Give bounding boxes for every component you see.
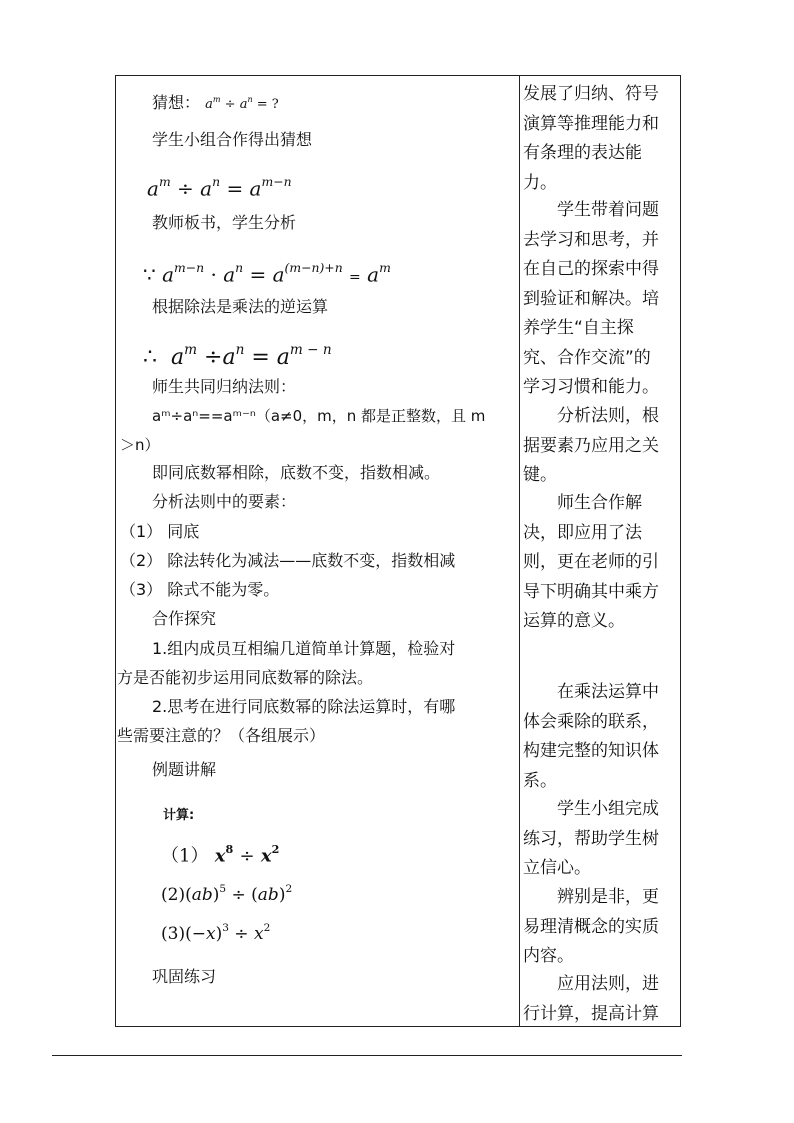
analyze-elements: 分析法则中的要素： [152, 492, 297, 511]
explore-title: 合作探究 [152, 609, 217, 628]
right-note-line: 学生带着问题 [557, 200, 659, 220]
example-title: 例题讲解 [152, 760, 217, 779]
right-note-line: 系。 [523, 770, 557, 791]
teacher-board-text: 教师板书，学生分析 [152, 213, 297, 232]
right-note-line: 演算等推理能力和 [523, 113, 659, 134]
element-1: （1） 同底 [120, 522, 200, 541]
explore-2b: 些需要注意的？（各组展示） [117, 726, 326, 745]
right-note-line: 力。 [523, 172, 557, 193]
right-note-line: 有条理的表达能 [523, 143, 642, 163]
right-note-line: 则，更在老师的引 [523, 552, 659, 572]
right-note-8 [523, 970, 679, 1029]
explore-1a: 1.组内成员互相编几道简单计算题，检验对 [152, 639, 456, 658]
right-note-line: 学生小组完成 [557, 799, 659, 819]
right-note-line: 辨别是非，更 [557, 887, 659, 907]
because-symbol: ∵ [143, 262, 156, 287]
rule-line-2: ＞n） [120, 436, 160, 454]
right-note-line: 键。 [523, 465, 557, 485]
right-note-line: 到验证和解决。培 [523, 288, 659, 309]
right-note-line: 内容。 [523, 946, 574, 966]
example-2: (2)(ab)$^5$ ÷ (ab)$^2$ [161, 883, 293, 905]
rule-words: 即同底数幂相除，底数不变，指数相减。 [152, 463, 441, 482]
explore-2a: 2.思考在进行同底数幂的除法运算时，有哪 [152, 697, 456, 716]
column-divider [519, 75, 520, 1027]
right-note-2 [523, 196, 679, 403]
guess-expr: $a^m \div a^n$ = ? [205, 95, 279, 113]
right-note-line: 立信心。 [523, 858, 591, 878]
example-3: $(3)(-x)^3 \div x^2$ [161, 922, 271, 944]
right-note-line: 据要素乃应用之关 [523, 435, 659, 456]
right-note-line: 师生合作解 [557, 493, 642, 513]
right-note-line: 分析法则，根 [557, 406, 659, 426]
explore-1b: 方是否能初步运用同底数幂的除法。 [117, 668, 374, 687]
right-note-line: 构建完整的知识体 [523, 741, 659, 761]
right-note-line: 应用法则，进 [557, 974, 659, 994]
right-note-line: 学习习惯和能力。 [523, 377, 659, 397]
right-note-line: 体会乘除的联系， [523, 711, 659, 732]
conclusion-line: ∴ $a^m \div a^n = a^{m - n}$ [143, 342, 332, 371]
right-note-3 [523, 402, 679, 491]
right-note-6 [523, 795, 679, 884]
right-note-line: 决，即应用了法 [523, 522, 642, 543]
right-note-line: 在乘法运算中 [557, 682, 659, 702]
right-note-line: 行计算，提高计算 [523, 1003, 659, 1024]
footer-rule [52, 1055, 682, 1056]
example-1: （1） $x^8 \div x^2$ [161, 843, 280, 867]
right-note-line: 练习，帮助学生树 [523, 828, 659, 849]
right-note-5 [523, 678, 679, 796]
right-note-4 [523, 489, 679, 637]
right-note-line: 导下明确其中乘方 [523, 581, 659, 602]
therefore-symbol: ∴ [143, 345, 157, 371]
group-guess-text: 学生小组合作得出猜想 [152, 130, 313, 149]
right-note-line: 究、合作交流”的 [523, 347, 651, 368]
formula-conjecture: $a^m \div a^n = a^{m-n}$ [147, 174, 292, 201]
guess-line [152, 90, 279, 115]
right-note-line: 运算的意义。 [523, 611, 625, 631]
element-3: （3） 除式不能为零。 [120, 580, 280, 599]
right-note-line: 发展了归纳、符号 [523, 84, 659, 104]
right-note-line: 养学生“自主探 [523, 318, 634, 338]
right-note-line: 去学习和思考，并 [523, 229, 659, 250]
summarize-text: 师生共同归纳法则： [152, 377, 297, 396]
inverse-op-text: 根据除法是乘法的逆运算 [152, 297, 329, 316]
right-note-line: 在自己的探索中得 [523, 259, 659, 279]
right-note-1 [523, 80, 679, 198]
right-note-7 [523, 883, 679, 972]
element-2: （2） 除法转化为减法——底数不变，指数相减 [120, 551, 456, 570]
rule-line-1: aᵐ÷aⁿ==aᵐ⁻ⁿ（a≠0，m，n 都是正整数，且 m [152, 407, 486, 425]
calc-label: 计算: [163, 808, 195, 823]
practice-title: 巩固练习 [152, 967, 217, 986]
guess-label: 猜想： [152, 93, 201, 113]
right-note-line: 易理清概念的实质 [523, 916, 659, 937]
proof-line: ∵ $a^{m-n} \cdot a^n = a^{(m-n)+n} = a^m$ [143, 260, 391, 287]
